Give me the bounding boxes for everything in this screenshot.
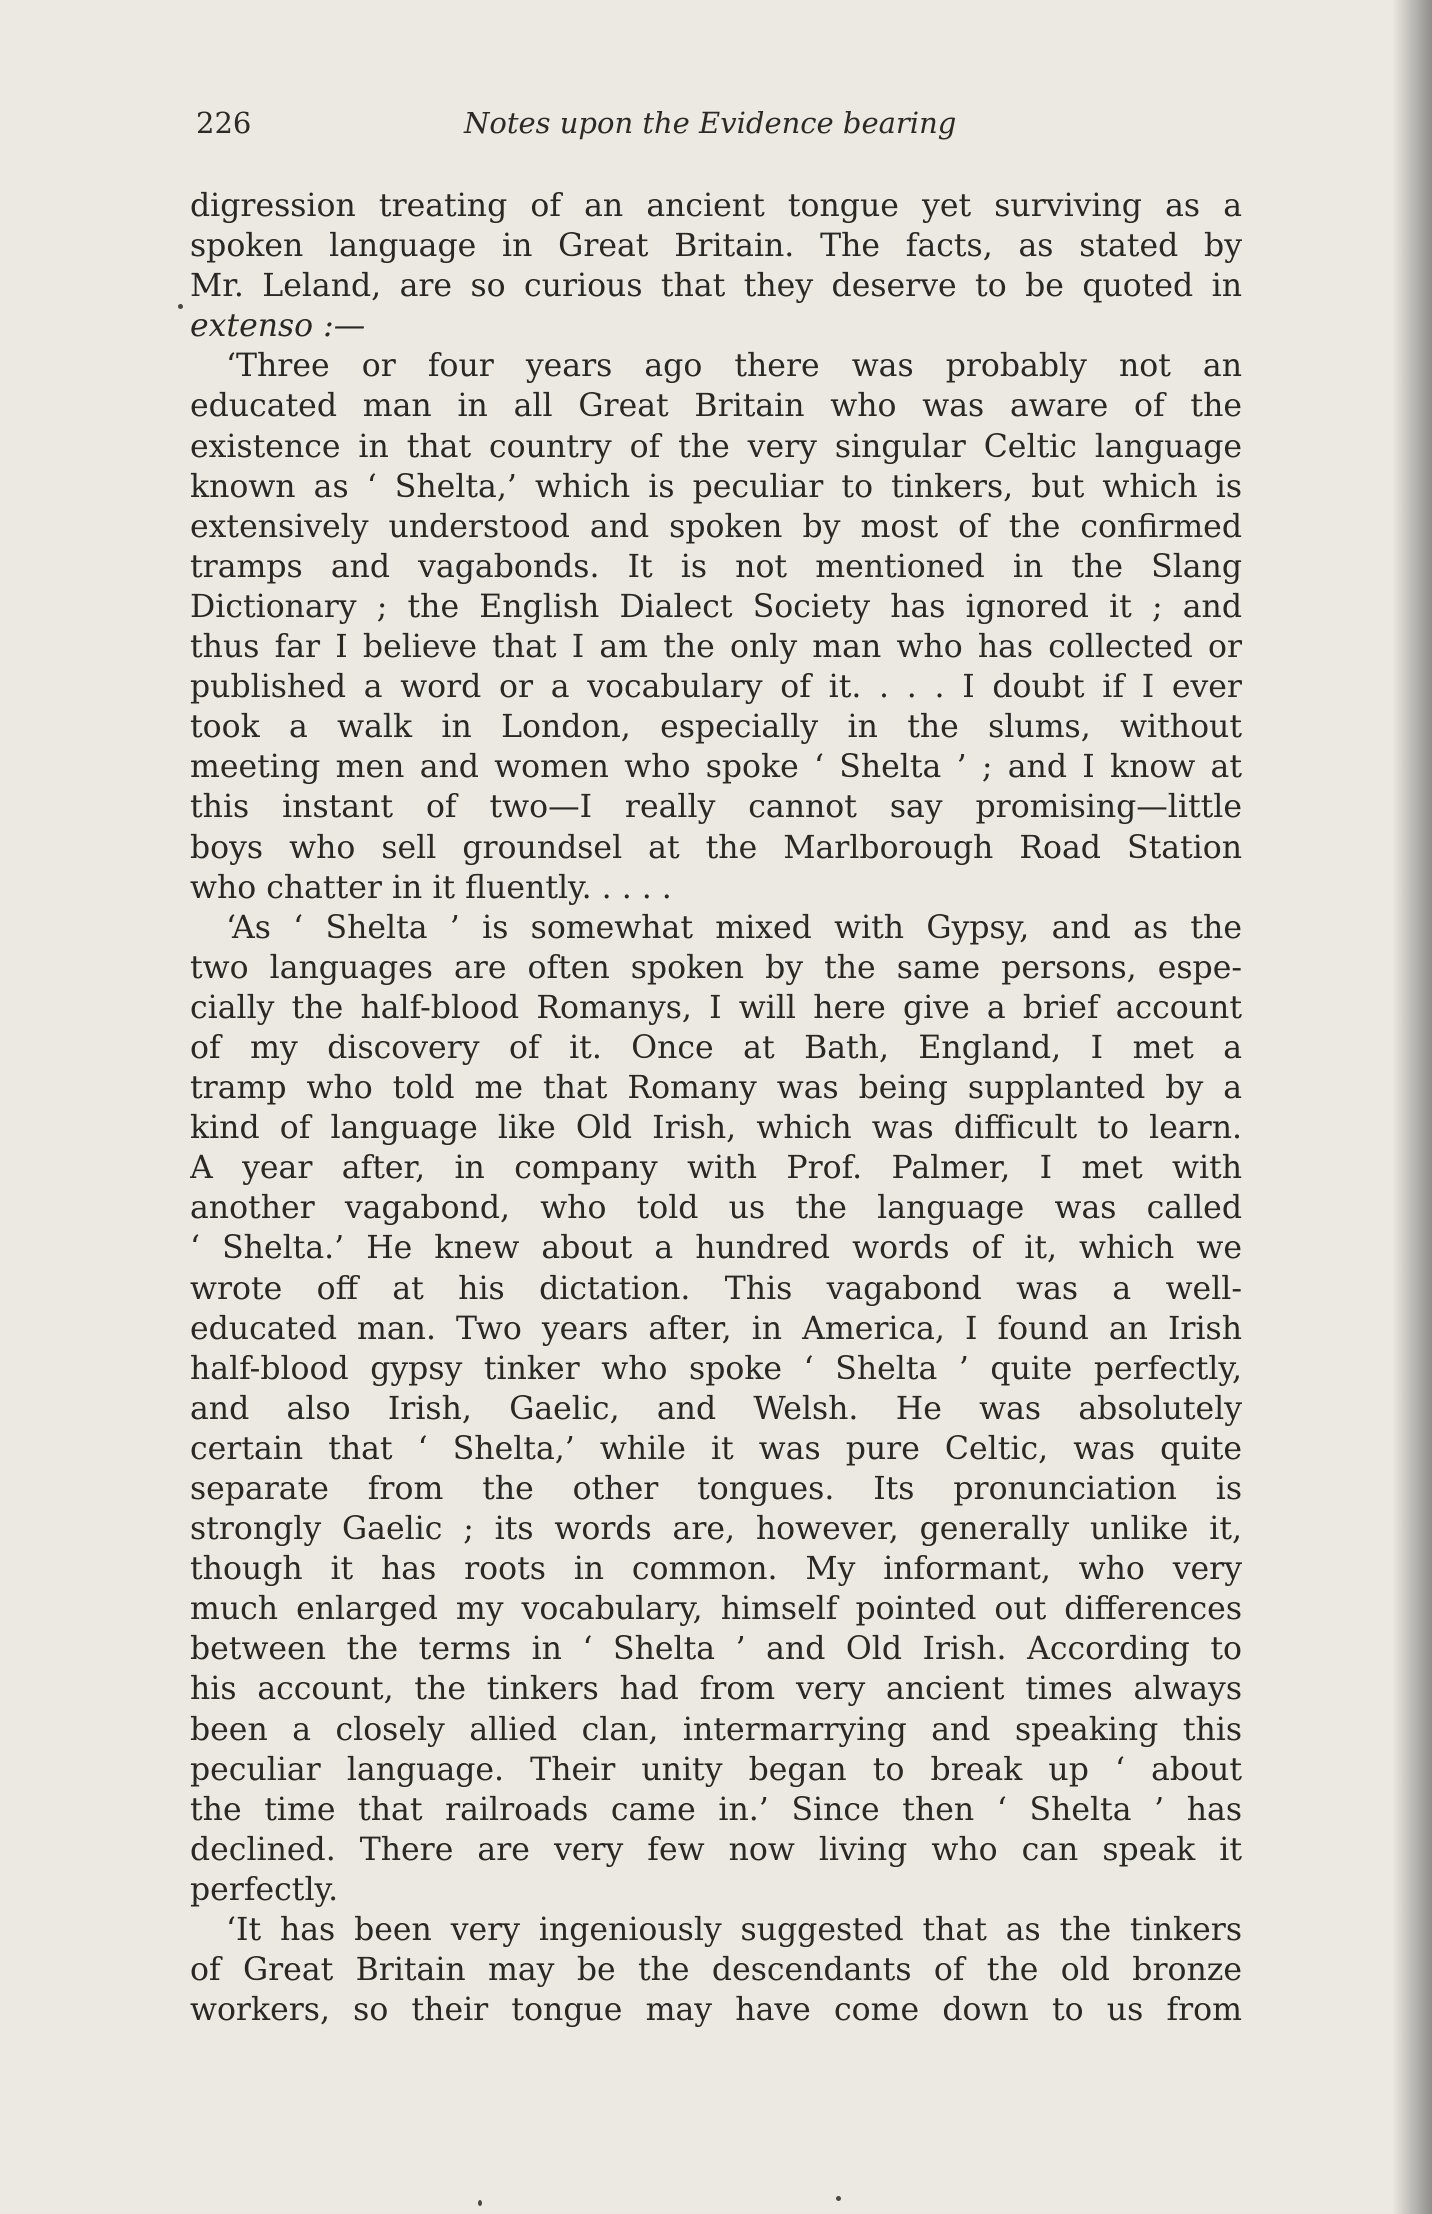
- page-header: [196, 106, 1240, 146]
- text-line: took a walk in London, especially in the slums, without: [190, 709, 1242, 746]
- text-line: ‘As ‘ Shelta ’ is somewhat mixed with Gypsy, and as the: [226, 909, 1242, 946]
- text-line: educated man. Two years after, in America, I found an Irish: [190, 1310, 1242, 1347]
- text-line: declined. There are very few now living who can speak it: [190, 1831, 1242, 1868]
- page-number: 226: [196, 106, 252, 140]
- text-line: tramps and vagabonds. It is not mentioned in the Slang: [190, 548, 1242, 585]
- text-line: two languages are often spoken by the same persons, espe-: [190, 949, 1242, 986]
- text-line: his account, the tinkers had from very ancient times always: [190, 1671, 1242, 1708]
- page-gutter-shadow: [1392, 0, 1432, 2214]
- text-line: wrote off at his dictation. This vagabond was a well-: [190, 1270, 1242, 1307]
- text-line: and also Irish, Gaelic, and Welsh. He was absolutely: [190, 1390, 1242, 1427]
- text-line: digression treating of an ancient tongue yet surviving as a: [190, 188, 1242, 224]
- text-line: Dictionary ; the English Dialect Society has ignored it ; and: [190, 588, 1242, 625]
- text-line: workers, so their tongue may have come down to us from: [190, 1992, 1242, 2029]
- ink-speck: [478, 2200, 482, 2206]
- text-line: ‘ Shelta.’ He knew about a hundred words of it, which we: [190, 1230, 1242, 1267]
- text-line: been a closely allied clan, intermarrying and speaking this: [190, 1711, 1242, 1748]
- text-line: spoken language in Great Britain. The facts, as stated by: [190, 228, 1242, 265]
- text-line: ‘It has been very ingeniously suggested that as the tinkers: [226, 1912, 1242, 1949]
- text-line: cially the half-blood Romanys, I will here give a brief account: [190, 989, 1242, 1026]
- ink-speck: [836, 2196, 841, 2201]
- text-line: meeting men and women who spoke ‘ Shelta ’ ; and I know at: [190, 749, 1242, 786]
- text-line: of Great Britain may be the descendants of the old bronze: [190, 1952, 1242, 1989]
- text-line: Mr. Leland, are so curious that they deserve to be quoted in: [190, 268, 1242, 305]
- body-text: [190, 186, 1242, 2030]
- text-line: certain that ‘ Shelta,’ while it was pure Celtic, was quite: [190, 1430, 1242, 1467]
- text-line: strongly Gaelic ; its words are, however, generally unlike it,: [190, 1511, 1242, 1548]
- text-line: kind of language like Old Irish, which was difficult to learn.: [190, 1110, 1242, 1147]
- text-line: existence in that country of the very singular Celtic language: [190, 428, 1242, 465]
- text-line: who chatter in it fluently. . . . .: [190, 869, 672, 906]
- ink-speck: [178, 304, 183, 309]
- text-line: published a word or a vocabulary of it. . . . I doubt if I ever: [190, 669, 1242, 706]
- text-line: educated man in all Great Britain who was aware of the: [190, 388, 1242, 425]
- text-line: this instant of two—I really cannot say promising—little: [190, 789, 1242, 826]
- text-line: peculiar language. Their unity began to break up ‘ about: [190, 1751, 1242, 1788]
- text-line: boys who sell groundsel at the Marlborough Road Station: [190, 829, 1242, 866]
- text-line: A year after, in company with Prof. Palmer, I met with: [190, 1150, 1242, 1187]
- text-line: though it has roots in common. My informant, who very: [190, 1551, 1242, 1588]
- text-line: the time that railroads came in.’ Since then ‘ Shelta ’ has: [190, 1791, 1242, 1828]
- text-line: extensively understood and spoken by most of the confirmed: [190, 508, 1242, 545]
- text-line: known as ‘ Shelta,’ which is peculiar to tinkers, but which is: [190, 468, 1242, 505]
- text-line: perfectly.: [190, 1871, 339, 1908]
- text-line: separate from the other tongues. Its pronunciation is: [190, 1471, 1242, 1507]
- text-line: half-blood gypsy tinker who spoke ‘ Shelta ’ quite perfectly,: [190, 1350, 1242, 1387]
- text-line: much enlarged my vocabulary, himself pointed out differences: [190, 1591, 1242, 1628]
- text-line: between the terms in ‘ Shelta ’ and Old Irish. According to: [190, 1631, 1242, 1668]
- text-line: ‘Three or four years ago there was probably not an: [226, 348, 1242, 385]
- text-line: thus far I believe that I am the only man who has collected or: [190, 629, 1242, 666]
- text-line: of my discovery of it. Once at Bath, England, I met a: [190, 1029, 1242, 1066]
- text-line: tramp who told me that Romany was being supplanted by a: [190, 1070, 1242, 1107]
- running-head: Notes upon the Evidence bearing: [464, 106, 957, 140]
- text-line: extenso :—: [190, 308, 366, 345]
- text-line: another vagabond, who told us the language was called: [190, 1190, 1242, 1227]
